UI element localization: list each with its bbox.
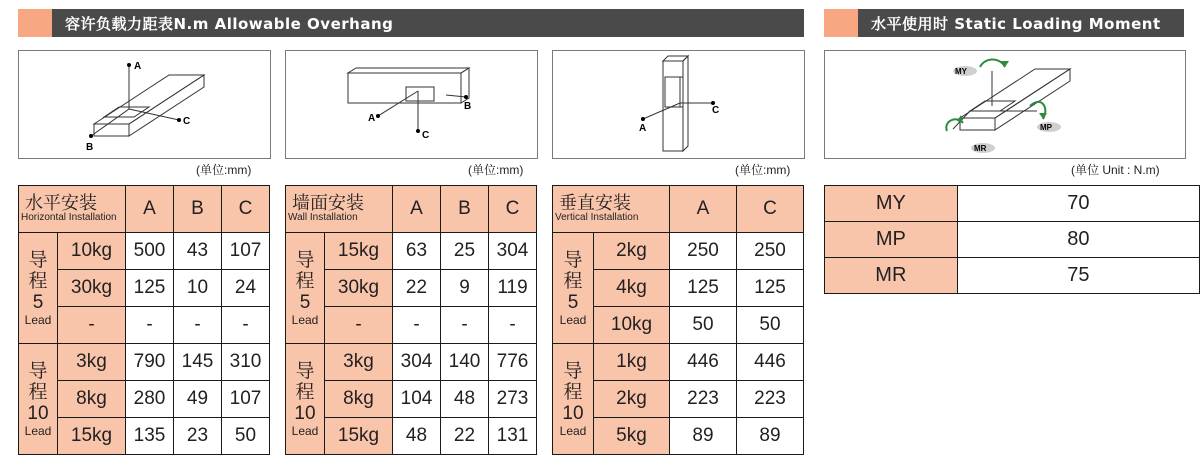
value-cell: 140 xyxy=(441,344,489,381)
label-c: C xyxy=(712,105,720,116)
value-cell: 135 xyxy=(126,418,174,455)
value-cell: 125 xyxy=(126,270,174,307)
value-cell: 89 xyxy=(670,418,737,455)
unit-label: (单位:mm) xyxy=(468,163,524,177)
horizontal-diagram xyxy=(18,50,271,159)
moment-value: 75 xyxy=(957,258,1199,294)
label-b: B xyxy=(86,142,94,153)
moment-name: MP xyxy=(825,222,958,258)
label-a: A xyxy=(368,113,376,124)
value-cell: - xyxy=(126,307,174,344)
column-header: B xyxy=(174,186,222,233)
lead-10-label: 导 程 10 Lead xyxy=(553,344,594,455)
value-cell: 107 xyxy=(222,233,270,270)
horizontal-installation-table xyxy=(18,185,270,455)
header-accent-block xyxy=(18,9,52,37)
value-cell: 223 xyxy=(737,381,804,418)
value-cell: 48 xyxy=(393,418,441,455)
value-cell: - xyxy=(441,307,489,344)
load-cell: - xyxy=(58,307,126,344)
load-cell: - xyxy=(325,307,393,344)
load-cell: 30kg xyxy=(58,270,126,307)
column-header: A xyxy=(670,186,737,233)
value-cell: 500 xyxy=(126,233,174,270)
label-mp: MP xyxy=(1040,123,1052,132)
value-cell: 25 xyxy=(441,233,489,270)
moment-name: MR xyxy=(825,258,958,294)
load-cell: 30kg xyxy=(325,270,393,307)
horizontal-diagram-drawing xyxy=(19,51,270,158)
value-cell: 24 xyxy=(222,270,270,307)
label-a: A xyxy=(639,123,647,134)
value-cell: 304 xyxy=(489,233,537,270)
value-cell: 89 xyxy=(737,418,804,455)
load-cell: 15kg xyxy=(325,418,393,455)
wall-installation-table xyxy=(285,185,537,455)
value-cell: 119 xyxy=(489,270,537,307)
value-cell: 310 xyxy=(222,344,270,381)
value-cell: 280 xyxy=(126,381,174,418)
value-cell: 43 xyxy=(174,233,222,270)
load-cell: 8kg xyxy=(325,381,393,418)
title-en: Wall Installation xyxy=(288,212,358,223)
value-cell: 250 xyxy=(737,233,804,270)
value-cell: 48 xyxy=(441,381,489,418)
table-row xyxy=(19,344,270,381)
table-row xyxy=(286,344,537,381)
label-a: A xyxy=(134,61,142,72)
value-cell: 50 xyxy=(222,418,270,455)
load-cell: 3kg xyxy=(325,344,393,381)
lead-5-label: 导 程 5 Lead xyxy=(286,233,325,344)
title-cn: 墙面安装 xyxy=(292,193,364,213)
value-cell: - xyxy=(489,307,537,344)
lead-5-label: 导 程 5 Lead xyxy=(553,233,594,344)
value-cell: 50 xyxy=(737,307,804,344)
value-cell: 104 xyxy=(393,381,441,418)
title-cn: 垂直安装 xyxy=(559,193,631,213)
load-cell: 2kg xyxy=(594,233,670,270)
value-cell: 23 xyxy=(174,418,222,455)
value-cell: 22 xyxy=(441,418,489,455)
table-title-cell xyxy=(19,186,126,233)
load-cell: 15kg xyxy=(325,233,393,270)
label-b: B xyxy=(464,101,472,112)
value-cell: 125 xyxy=(737,270,804,307)
table-row xyxy=(19,233,270,270)
table-row xyxy=(825,186,1200,222)
allowable-overhang-header xyxy=(18,9,804,37)
wall-diagram xyxy=(285,50,538,159)
value-cell: 304 xyxy=(393,344,441,381)
value-cell: 10 xyxy=(174,270,222,307)
table-title-cell xyxy=(553,186,670,233)
moment-diagram-drawing xyxy=(825,51,1185,158)
moment-value: 70 xyxy=(957,186,1199,222)
lead-5-label: 导 程 5 Lead xyxy=(19,233,58,344)
static-loading-moment-header xyxy=(824,9,1184,37)
wall-diagram-drawing xyxy=(286,51,537,158)
header-title: 水平使用时 Static Loading Moment xyxy=(871,15,1161,33)
column-header: B xyxy=(441,186,489,233)
value-cell: 22 xyxy=(393,270,441,307)
unit-label: (单位 Unit : N.m) xyxy=(1071,163,1160,177)
load-cell: 1kg xyxy=(594,344,670,381)
table-row xyxy=(825,222,1200,258)
value-cell: 145 xyxy=(174,344,222,381)
load-cell: 2kg xyxy=(594,381,670,418)
value-cell: 790 xyxy=(126,344,174,381)
load-cell: 3kg xyxy=(58,344,126,381)
column-header: A xyxy=(393,186,441,233)
header-title: 容许负载力距表N.m Allowable Overhang xyxy=(65,15,394,33)
label-my: MY xyxy=(955,67,967,76)
vertical-diagram-drawing xyxy=(553,51,804,158)
unit-label: (单位:mm) xyxy=(735,163,791,177)
value-cell: 131 xyxy=(489,418,537,455)
value-cell: 223 xyxy=(670,381,737,418)
value-cell: - xyxy=(393,307,441,344)
moment-name: MY xyxy=(825,186,958,222)
column-header: C xyxy=(489,186,537,233)
load-cell: 10kg xyxy=(594,307,670,344)
load-cell: 8kg xyxy=(58,381,126,418)
title-en: Vertical Installation xyxy=(555,212,639,223)
load-cell: 15kg xyxy=(58,418,126,455)
value-cell: - xyxy=(174,307,222,344)
vertical-diagram xyxy=(552,50,805,159)
lead-10-label: 导 程 10 Lead xyxy=(19,344,58,455)
value-cell: 446 xyxy=(737,344,804,381)
column-header: C xyxy=(737,186,804,233)
table-row xyxy=(553,344,804,381)
header-accent-block xyxy=(824,9,858,37)
column-header: C xyxy=(222,186,270,233)
title-en: Horizontal Installation xyxy=(21,212,117,223)
value-cell: 50 xyxy=(670,307,737,344)
value-cell: 776 xyxy=(489,344,537,381)
value-cell: 9 xyxy=(441,270,489,307)
static-moment-table xyxy=(824,185,1200,294)
unit-label: (单位:mm) xyxy=(196,163,252,177)
label-c: C xyxy=(422,130,430,141)
lead-10-label: 导 程 10 Lead xyxy=(286,344,325,455)
title-cn: 水平安装 xyxy=(25,193,97,213)
load-cell: 10kg xyxy=(58,233,126,270)
column-header: A xyxy=(126,186,174,233)
value-cell: 49 xyxy=(174,381,222,418)
table-row xyxy=(825,258,1200,294)
value-cell: - xyxy=(222,307,270,344)
label-c: C xyxy=(183,116,191,127)
value-cell: 250 xyxy=(670,233,737,270)
value-cell: 446 xyxy=(670,344,737,381)
value-cell: 125 xyxy=(670,270,737,307)
moment-value: 80 xyxy=(957,222,1199,258)
moment-diagram xyxy=(824,50,1186,159)
load-cell: 4kg xyxy=(594,270,670,307)
vertical-installation-table xyxy=(552,185,804,455)
value-cell: 63 xyxy=(393,233,441,270)
value-cell: 273 xyxy=(489,381,537,418)
table-title-cell xyxy=(286,186,393,233)
load-cell: 5kg xyxy=(594,418,670,455)
table-row xyxy=(286,233,537,270)
label-mr: MR xyxy=(974,144,987,153)
table-row xyxy=(553,233,804,270)
value-cell: 107 xyxy=(222,381,270,418)
